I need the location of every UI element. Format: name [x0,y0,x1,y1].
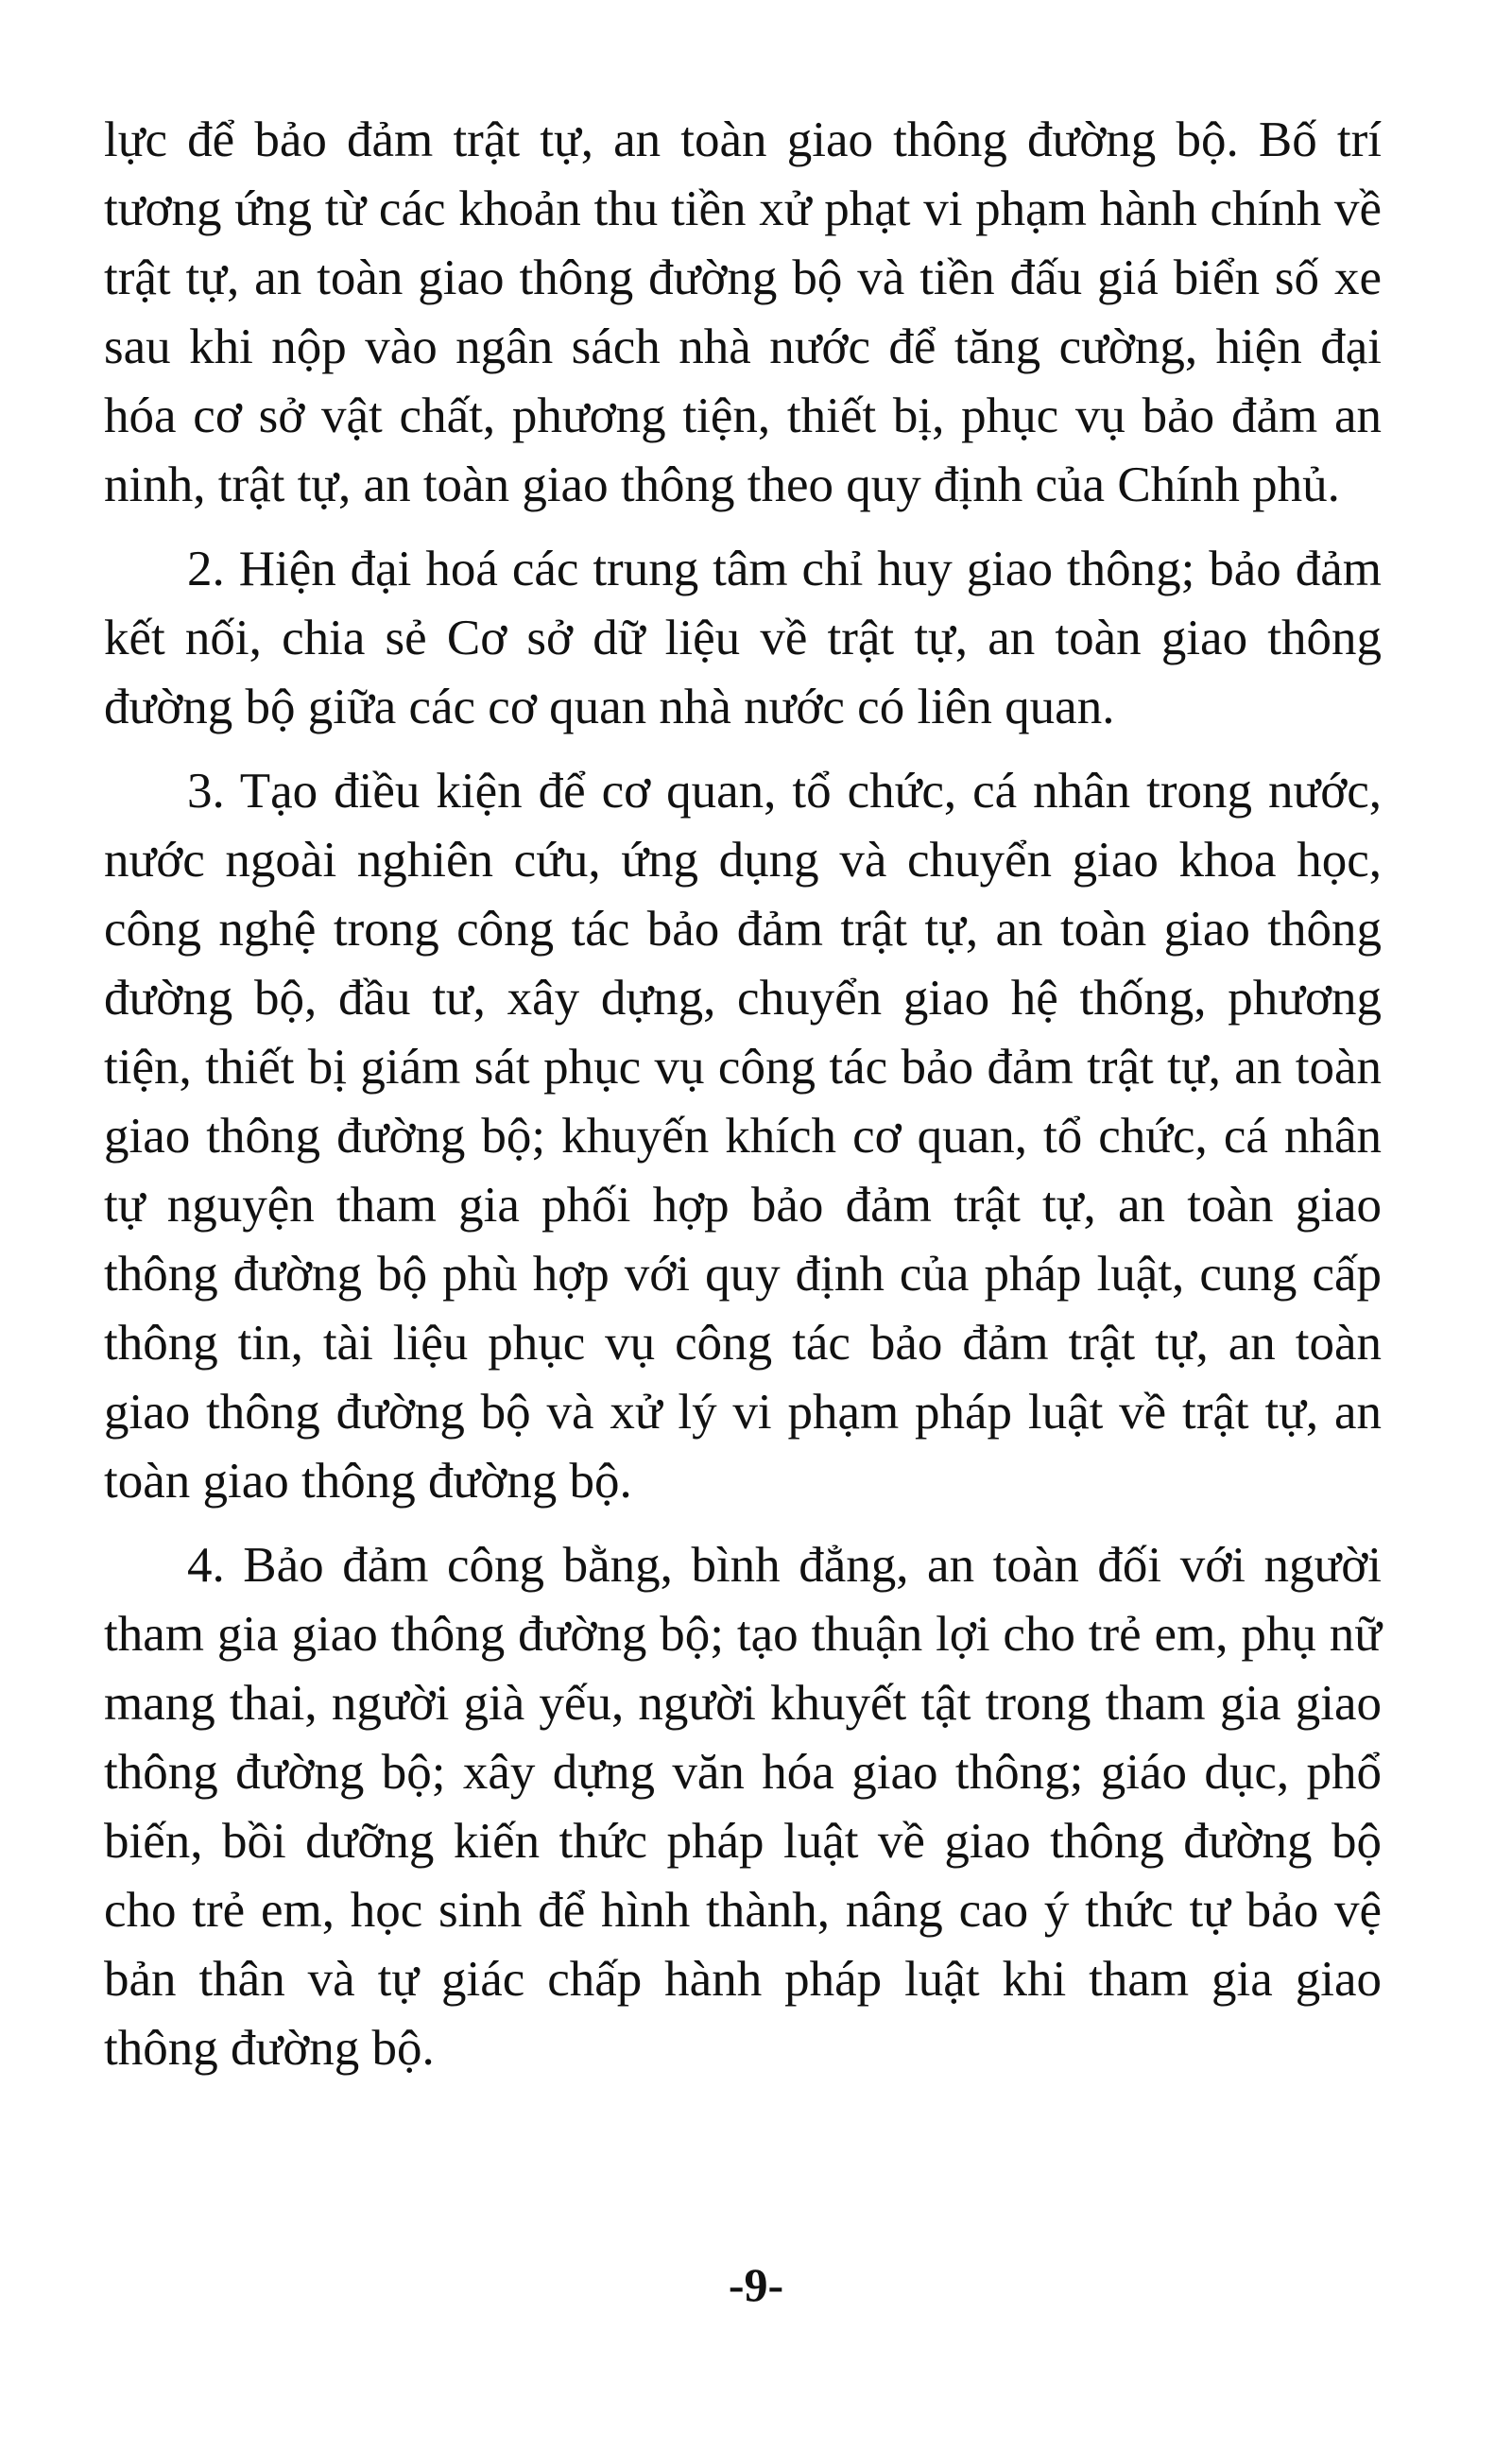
paragraph-continuation: lực để bảo đảm trật tự, an toàn giao thông đường bộ. Bố trí tương ứng từ các khoản thu tiền xử phạt vi phạm hành chính về trật tự, an toàn giao thông đường bộ và tiền đấu giá biển số xe sau khi nộp vào ngân sách nhà nước để tăng cường, hiện đại hóa cơ sở vật chất, phương tiện, thiết bị, phục vụ bảo đảm an ninh, trật tự, an toàn giao thông theo quy định của Chính phủ. [104,112,1382,512]
paragraph-item-3: 3. Tạo điều kiện để cơ quan, tổ chức, cá nhân trong nước, nước ngoài nghiên cứu, ứng dụng và chuyển giao khoa học, công nghệ trong công tác bảo đảm trật tự, an toàn giao thông đường bộ, đầu tư, xây dựng, chuyển giao hệ thống, phương tiện, thiết bị giám sát phục vụ công tác bảo đảm trật tự, an toàn giao thông đường bộ; khuyến khích cơ quan, tổ chức, cá nhân tự nguyện tham gia phối hợp bảo đảm trật tự, an toàn giao thông đường bộ phù hợp với quy định của pháp luật, cung cấp thông tin, tài liệu phục vụ công tác bảo đảm trật tự, an toàn giao thông đường bộ và xử lý vi phạm pháp luật về trật tự, an toàn giao thông đường bộ. [104,764,1382,1509]
page-number: -9- [728,2258,784,2311]
paragraph-item-4: 4. Bảo đảm công bằng, bình đẳng, an toàn đối với người tham gia giao thông đường bộ; tạo thuận lợi cho trẻ em, phụ nữ mang thai, người già yếu, người khuyết tật trong tham gia giao thông đường bộ; xây dựng văn hóa giao thông; giáo dục, phổ biến, bồi dưỡng kiến thức pháp luật về giao thông đường bộ cho trẻ em, học sinh để hình thành, nâng cao ý thức tự bảo vệ bản thân và tự giác chấp hành pháp luật khi tham gia giao thông đường bộ. [104,1538,1382,2076]
body-text [104,106,1382,2098]
paragraph-item-2: 2. Hiện đại hoá các trung tâm chỉ huy giao thông; bảo đảm kết nối, chia sẻ Cơ sở dữ liệu về trật tự, an toàn giao thông đường bộ giữa các cơ quan nhà nước có liên quan. [104,542,1382,734]
